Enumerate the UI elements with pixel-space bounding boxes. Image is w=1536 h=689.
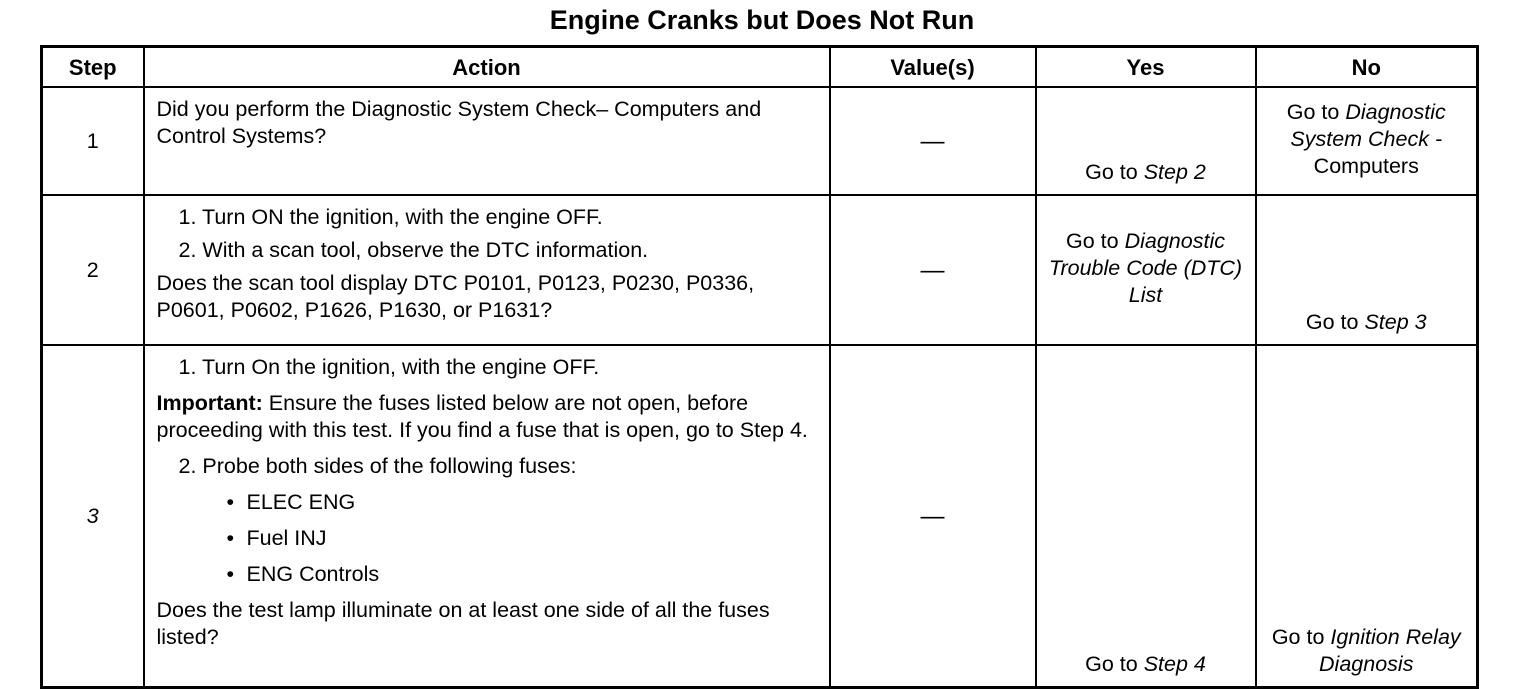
column-header-yes: Yes — [1036, 47, 1256, 88]
action-substep: 1. Turn ON the ignition, with the engine OFF. — [178, 205, 603, 229]
diagnostic-table — [40, 45, 1479, 689]
value-cell: — — [830, 195, 1036, 345]
column-header-values: Value(s) — [830, 47, 1036, 88]
bullet-icon: • — [226, 526, 235, 550]
action-question: Does the scan tool display DTC P0101, P0123, P0230, P0336, P0601, P0602, P1626, P1630, or P1631? — [156, 271, 755, 322]
table-row — [42, 87, 1478, 195]
important-note — [157, 390, 819, 444]
no-cell — [1256, 87, 1478, 195]
value-cell: — — [830, 87, 1036, 195]
no-cell — [1256, 345, 1478, 688]
table-row — [42, 195, 1478, 345]
no-prefix: Go to — [1271, 625, 1325, 649]
yes-cell — [1036, 195, 1256, 345]
yes-cell — [1036, 345, 1256, 688]
fuse-list-item: • Fuel INJ — [226, 526, 327, 550]
step-number: 2 — [42, 195, 144, 345]
fuse-list-item: • ELEC ENG — [226, 490, 356, 514]
action-cell — [144, 195, 830, 345]
step-number: 1 — [42, 87, 144, 195]
table-header-row — [42, 47, 1478, 88]
yes-prefix: Go to — [1085, 160, 1138, 184]
step-number: 3 — [42, 345, 144, 688]
column-header-action: Action — [144, 47, 830, 88]
yes-link[interactable]: Step 4 — [1143, 652, 1206, 676]
value-cell: — — [830, 345, 1036, 688]
yes-prefix: Go to — [1085, 652, 1138, 676]
no-prefix: Go to — [1305, 310, 1359, 334]
yes-prefix: Go to — [1066, 228, 1119, 253]
bullet-icon: • — [226, 490, 235, 514]
no-link[interactable]: Step 3 — [1364, 310, 1427, 334]
no-link[interactable]: Diagnostic System Check - — [1290, 99, 1446, 151]
no-cell — [1256, 195, 1478, 345]
yes-cell — [1036, 87, 1256, 195]
table-row — [42, 345, 1478, 688]
no-link[interactable]: Ignition Relay Diagnosis — [1319, 625, 1461, 676]
action-substep: 1. Turn On the ignition, with the engine OFF. — [178, 355, 600, 379]
important-text: Ensure the fuses listed below are not open, before proceeding with this test. If you find a fuse that is open, go to Step 4. — [156, 391, 808, 442]
action-substep: 2. With a scan tool, observe the DTC information. — [178, 238, 649, 262]
no-suffix: Computers — [1313, 153, 1419, 178]
no-prefix: Go to — [1286, 99, 1340, 124]
yes-link[interactable]: Step 2 — [1143, 160, 1206, 184]
action-substep: 2. Probe both sides of the following fuses: — [178, 454, 577, 478]
column-header-step: Step — [42, 47, 144, 88]
yes-link[interactable]: Diagnostic Trouble Code (DTC) List — [1048, 228, 1243, 307]
fuse-list-item: • ENG Controls — [226, 562, 380, 586]
action-question: Did you perform the Diagnostic System Check– Computers and Control Systems? — [156, 97, 762, 148]
action-question: Does the test lamp illuminate on at least one side of all the fuses listed? — [156, 598, 770, 649]
action-cell — [144, 345, 830, 688]
bullet-icon: • — [226, 562, 235, 586]
page-title: Engine Cranks but Does Not Run — [549, 5, 975, 35]
important-label: Important: — [156, 391, 263, 415]
column-header-no: No — [1256, 47, 1478, 88]
action-cell — [144, 87, 830, 195]
